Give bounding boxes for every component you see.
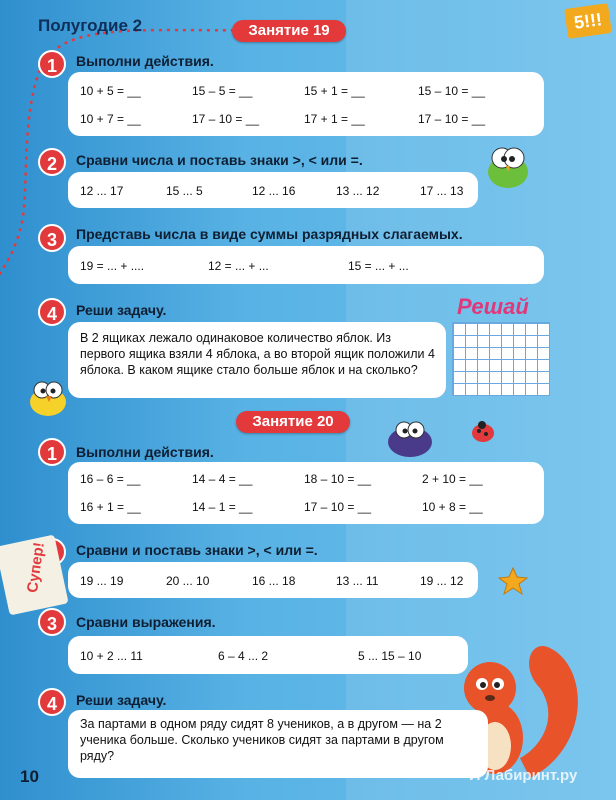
exercise: 15 – 5 = __ [192,84,253,98]
section-title: Полугодие 2 [38,16,143,35]
comparison: 13 ... 11 [336,574,379,588]
task-number: 1 [38,50,66,78]
task-box [68,462,544,524]
five-badge: 5!!! [564,3,612,39]
task-title: Представь числа в виде суммы разрядных слагаемых. [76,226,463,242]
comparison: 20 ... 10 [166,574,210,588]
task-number: 4 [38,688,66,716]
exercise: 14 – 4 = __ [192,472,253,486]
exercise: 2 + 10 = __ [422,472,483,486]
exercise: 15 – 10 = __ [418,84,486,98]
decomposition: 19 = ... + .... [80,259,145,273]
exercise: 17 + 1 = __ [304,112,365,126]
exercise: 10 + 7 = __ [80,112,141,126]
task-box [68,710,488,778]
comparison: 19 ... 12 [420,574,464,588]
task-box [68,322,446,398]
task-box [68,246,544,284]
answer-grid[interactable] [452,322,550,396]
sticker-text: Супер! [23,541,48,594]
comparison: 15 ... 5 [166,184,203,198]
page-number: 10 [20,767,39,786]
task-number: 3 [38,608,66,636]
problem-text: За партами в одном ряду сидят 8 учеников, а в другом — на 2 ученика больше. Сколько учеников сидят за партами в другом ряду? [80,717,444,763]
exercise: 17 – 10 = __ [304,500,372,514]
exercise: 17 – 10 = __ [192,112,260,126]
task-number: 1 [38,438,66,466]
exercise: 18 – 10 = __ [304,472,372,486]
exercise: 10 + 8 = __ [422,500,483,514]
task-number: 4 [38,298,66,326]
task-title: Сравни и поставь знаки >, < или =. [76,542,318,558]
exercise: 15 + 1 = __ [304,84,365,98]
exercise: 16 – 6 = __ [80,472,141,486]
task-title: Выполни действия. [76,444,214,460]
comparison: 17 ... 13 [420,184,464,198]
task-box [68,562,478,598]
task-title: Реши задачу. [76,302,167,318]
task-box [68,172,478,208]
comparison: 19 ... 19 [80,574,124,588]
exercise: 10 + 5 = __ [80,84,141,98]
comparison: 16 ... 18 [252,574,296,588]
decomposition: 12 = ... + ... [208,259,269,273]
task-number: 3 [38,224,66,252]
task-number: 2 [38,148,66,176]
task-title: Сравни числа и поставь знаки >, < или =. [76,152,363,168]
exercise: 16 + 1 = __ [80,500,141,514]
problem-text: В 2 ящиках лежало одинаковое количество яблок. Из первого ящика взяли 4 яблока, а во второй ящик положили 4 яблока. В каком ящике стало больше яблок и на сколько? [80,331,435,377]
purple-bird-illustration [380,414,442,462]
expression-comparison: 10 + 2 ... 11 [80,649,143,663]
task-box [68,636,468,674]
star-icon [498,566,528,596]
exercise: 17 – 10 = __ [418,112,486,126]
expression-comparison: 6 – 4 ... 2 [218,649,269,663]
decomposition: 15 = ... + ... [348,259,409,273]
comparison: 12 ... 16 [252,184,296,198]
lesson-20-title: Занятие 20 [236,411,350,433]
task-box [68,72,544,136]
comparison: 12 ... 17 [80,184,124,198]
yellow-bird-illustration [24,376,74,422]
expression-comparison: 5 ... 15 – 10 [358,649,422,663]
solve-label: Решай [457,294,529,319]
task-title: Выполни действия. [76,53,214,69]
task-title: Реши задачу. [76,692,167,708]
green-bird-illustration [480,142,536,194]
watermark: Л Лабиринт.ру [470,767,578,784]
lesson-19-title: Занятие 19 [232,20,346,42]
comparison: 13 ... 12 [336,184,380,198]
exercise: 14 – 1 = __ [192,500,253,514]
ladybug-illustration [470,420,496,444]
task-title: Сравни выражения. [76,614,216,630]
